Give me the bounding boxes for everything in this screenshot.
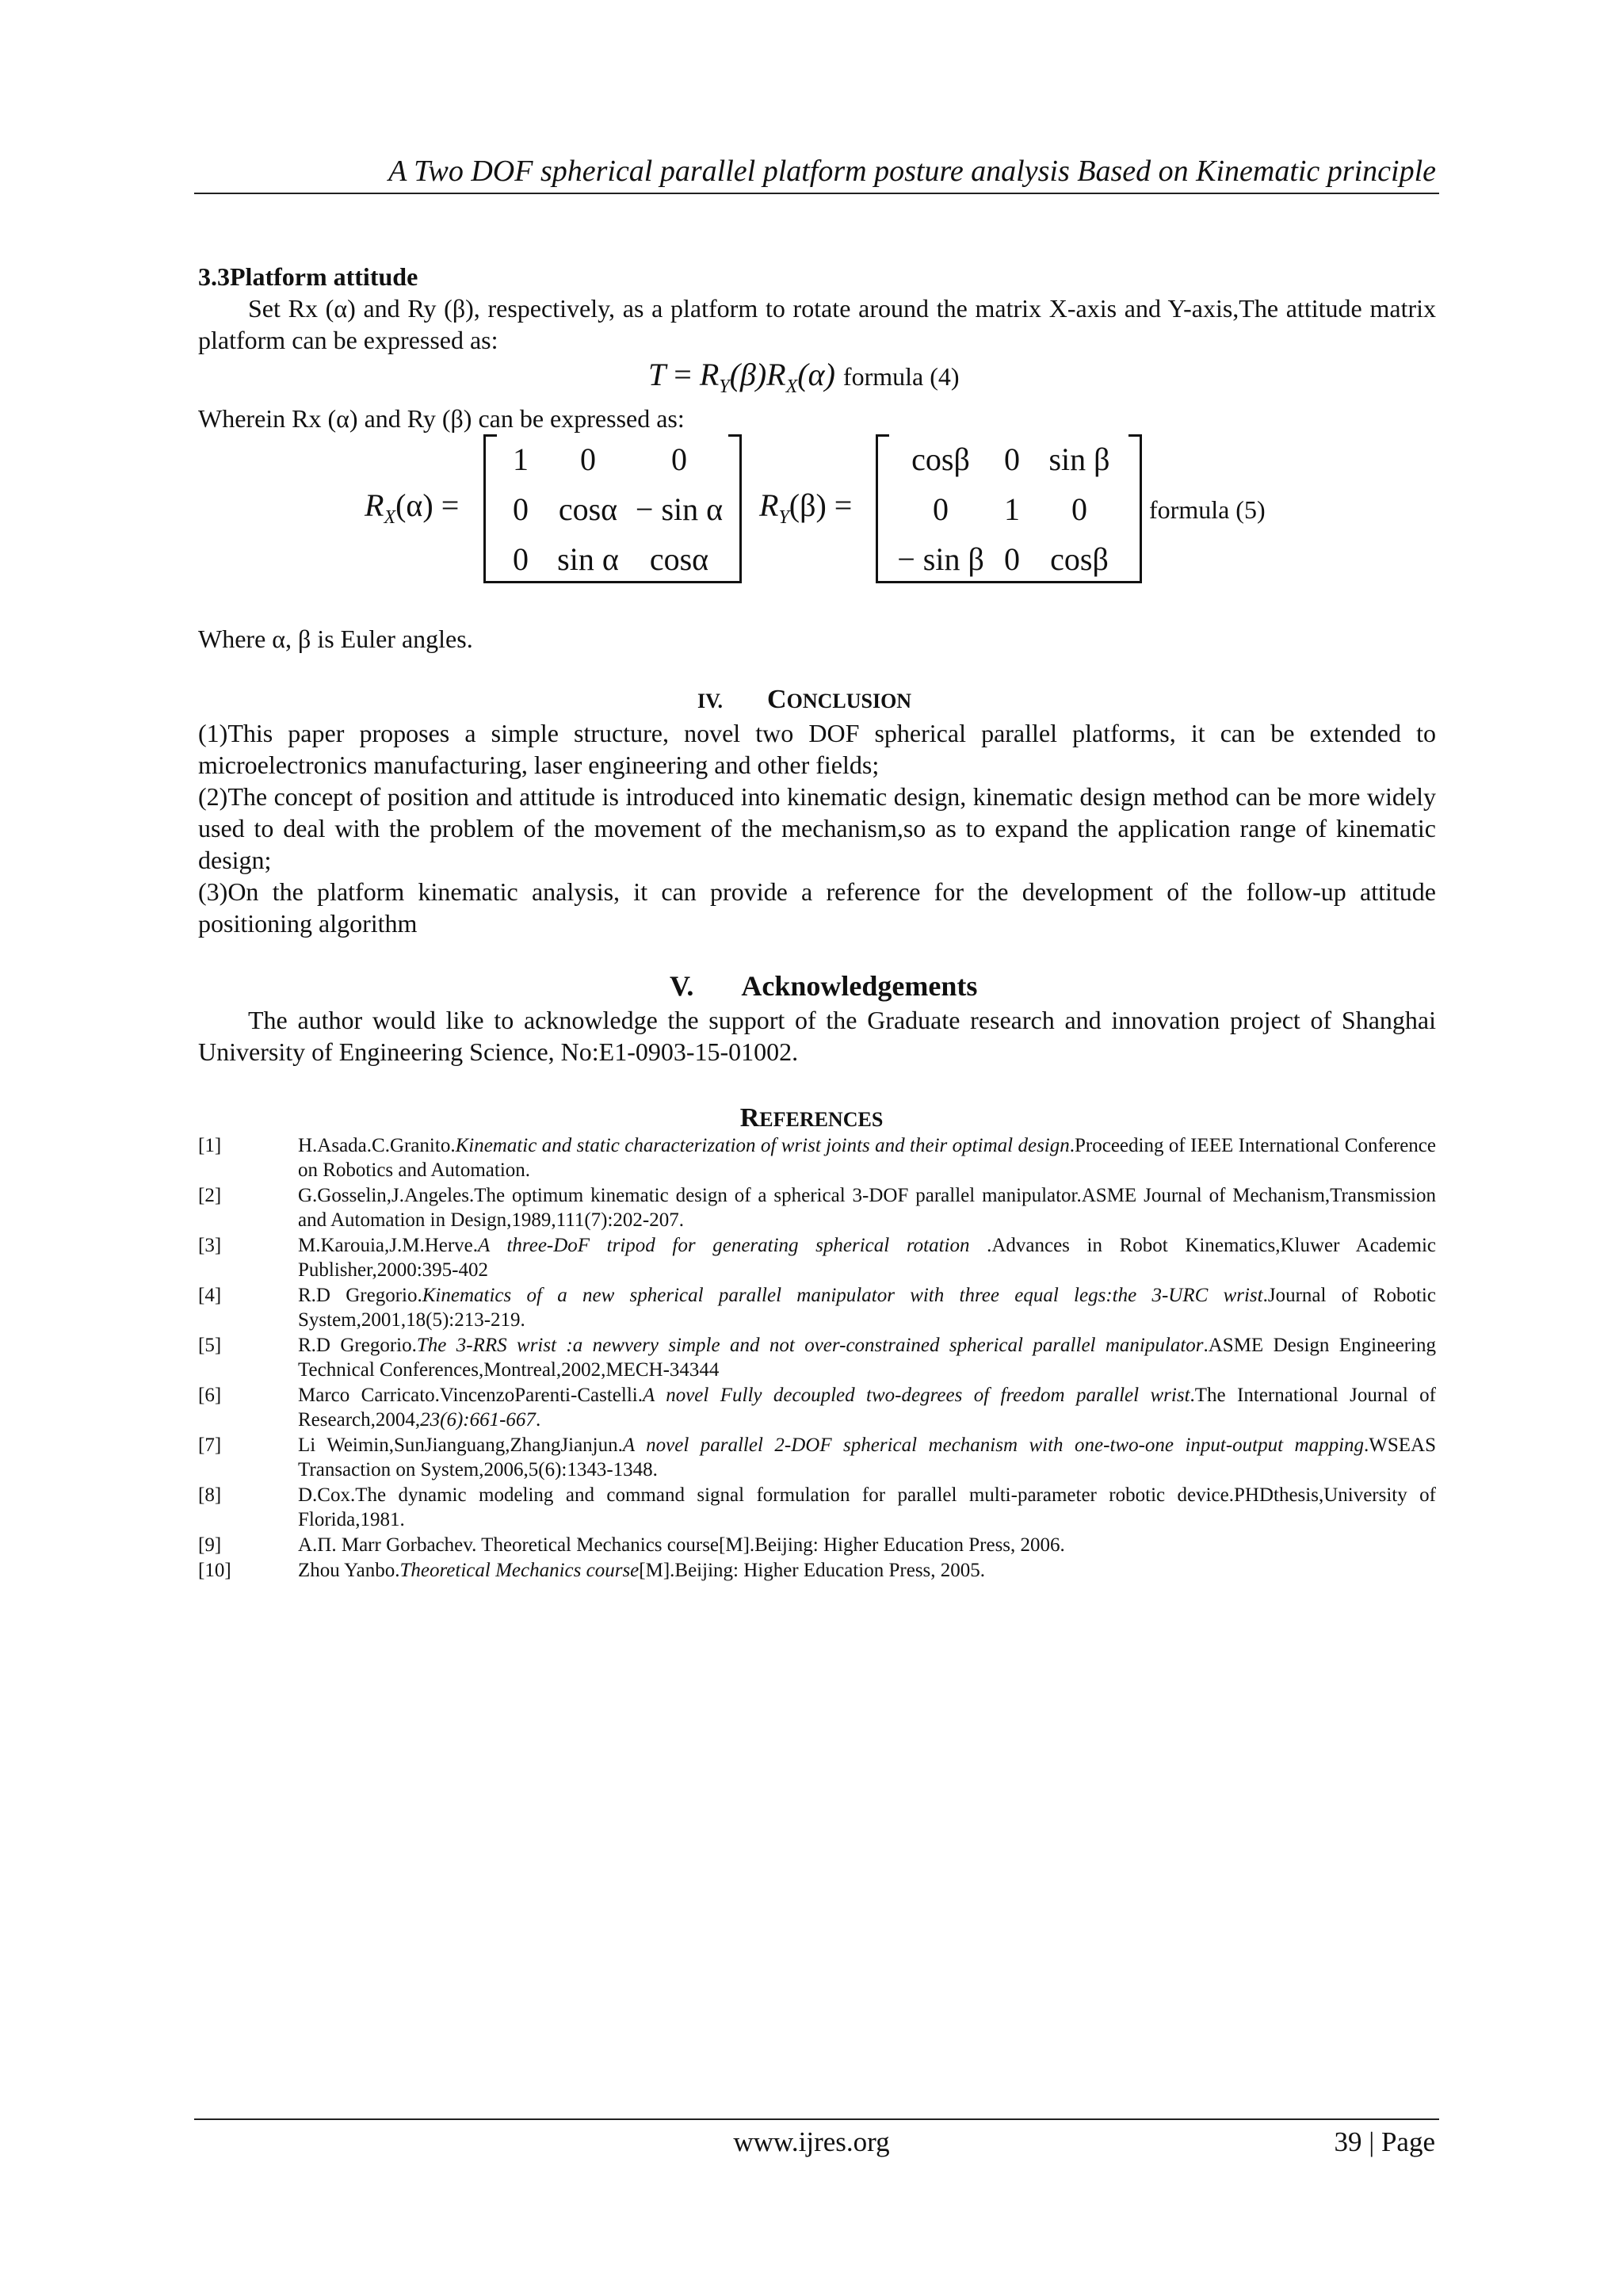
- ack-number: V.: [670, 970, 694, 1002]
- reference-text: [298, 1333, 1436, 1382]
- reference-part: .ASME Design Engineering Technical Conferences,Montreal,2002,MECH-34344: [298, 1335, 1436, 1381]
- formula-4-arg2: (α): [797, 357, 835, 392]
- reference-part: Marco Carricato.VincenzoParenti-Castelli.: [298, 1385, 643, 1406]
- conclusion-point-1: (1)This paper proposes a simple structure, novel two DOF spherical parallel platforms, it can be extended to microelectronics manufacturing, laser engineering and other fields;: [198, 719, 1436, 779]
- matrix-ry-cell: 0: [933, 491, 949, 527]
- reference-part: D.Cox.The dynamic modeling and command signal formulation for parallel multi-parameter robotic device.PHDthesis,University of Florida,1981.: [298, 1484, 1436, 1530]
- reference-item: [198, 1183, 1436, 1232]
- reference-text: [298, 1383, 1436, 1432]
- references-title-initial: R: [739, 1103, 760, 1133]
- reference-part: .Proceeding of IEEE International Conference on Robotics and Automation.: [298, 1135, 1436, 1181]
- formula-4-arg1: (β): [729, 357, 767, 392]
- formula-4-T: T: [648, 357, 666, 392]
- section-heading-conclusion: [697, 685, 911, 715]
- matrix-rx-row-1: [497, 434, 728, 483]
- reference-item: [198, 1533, 1436, 1557]
- formula-5-ry-symbol: R: [759, 487, 779, 523]
- reference-title: Theoretical Mechanics course: [399, 1560, 640, 1581]
- reference-part: .: [535, 1409, 541, 1431]
- footer-url: www.ijres.org: [733, 2126, 890, 2157]
- formula-5-lhs-rx: [365, 487, 459, 529]
- reference-item: [198, 1433, 1436, 1482]
- formula-5-rx-symbol: R: [365, 487, 384, 523]
- reference-part: Li Weimin,SunJianguang,ZhangJianjun.: [298, 1435, 623, 1456]
- matrix-ry-row-3: [889, 534, 1128, 583]
- reference-part: R.D Gregorio.: [298, 1335, 417, 1356]
- formula-5-rx-arg: (α) =: [395, 487, 460, 523]
- matrix-rx-row-2: [497, 484, 728, 533]
- conclusion-title-initial: C: [767, 685, 787, 714]
- formula-5-ry-sub: Y: [778, 507, 789, 528]
- formula-5-ry-arg: (β) =: [789, 487, 853, 523]
- paragraph-euler-angles: Where α, β is Euler angles.: [198, 625, 473, 653]
- matrix-rx-cell: 0: [513, 541, 529, 577]
- matrix-ry-cell: 0: [1004, 441, 1020, 477]
- reference-number: [6]: [198, 1385, 222, 1406]
- reference-title: The 3-RRS wrist :a newvery simple and not over-constrained spherical parallel manipulator: [416, 1335, 1204, 1356]
- header-rule: [194, 193, 1439, 194]
- references-title-rest: EFERENCES: [759, 1108, 884, 1131]
- matrix-ry-cell: 1: [1004, 491, 1020, 527]
- matrix-ry-row-2: [889, 484, 1128, 533]
- reference-part: R.D Gregorio.: [298, 1285, 422, 1306]
- reference-text: [298, 1183, 1436, 1232]
- reference-part: M.Karouia,J.M.Herve.: [298, 1235, 479, 1256]
- reference-part: .Journal of Robotic System,2001,18(5):213-219.: [298, 1285, 1436, 1331]
- reference-volume: 23(6):661-667: [420, 1409, 536, 1431]
- reference-item: [198, 1333, 1436, 1382]
- section-heading-platform-attitude: 3.3Platform attitude: [198, 262, 418, 291]
- reference-number: [2]: [198, 1185, 222, 1206]
- matrix-ry-cell: 0: [1004, 541, 1020, 577]
- matrix-ry: [876, 434, 1142, 583]
- reference-part: .WSEAS Transaction on System,2006,5(6):1343-1348.: [298, 1435, 1437, 1480]
- reference-text: [298, 1233, 1436, 1282]
- matrix-rx-cell: sin α: [557, 541, 619, 577]
- conclusion-number: IV.: [697, 690, 724, 712]
- matrix-ry-cell: sin β: [1048, 441, 1110, 477]
- reference-text: [298, 1533, 1436, 1557]
- reference-part: [M].Beijing: Higher Education Press, 2005.: [639, 1560, 986, 1581]
- reference-title: A novel Fully decoupled two-degrees of freedom parallel wrist: [642, 1385, 1190, 1406]
- reference-number: [10]: [198, 1560, 231, 1581]
- references-heading: [0, 1103, 1623, 1133]
- formula-4-R1: R: [699, 357, 720, 392]
- footer-rule: [194, 2118, 1439, 2120]
- reference-number: [4]: [198, 1285, 222, 1306]
- formula-5-rx-sub: X: [384, 507, 396, 528]
- conclusion-point-3: (3)On the platform kinematic analysis, it can provide a reference for the development of the follow-up attitude positioning algorithm: [198, 877, 1436, 938]
- acknowledgements-text: The author would like to acknowledge the support of the Graduate research and innovation project of Shanghai University of Engineering Science, No:E1-0903-15-01002.: [198, 1006, 1436, 1066]
- matrix-rx: [483, 434, 742, 583]
- matrix-rx-cell: 0: [513, 491, 529, 527]
- reference-number: [7]: [198, 1435, 222, 1456]
- reference-part: H.Asada.C.Granito.: [298, 1135, 456, 1156]
- formula-4-equals: =: [666, 357, 700, 392]
- matrix-rx-cell: 1: [513, 441, 529, 477]
- matrix-ry-cell: − sin β: [897, 541, 984, 577]
- reference-part: А.П. Marr Gorbachev. Theoretical Mechanics course[M].Beijing: Higher Education Press, 2006.: [298, 1534, 1065, 1556]
- section-heading-acknowledgements: [670, 969, 977, 1003]
- reference-part: G.Gosselin,J.Angeles.The optimum kinematic design of a spherical 3-DOF parallel manipulator.ASME Journal of Mechanism,Transmission and Automation in Design,1989,111(7):202-207.: [298, 1185, 1436, 1231]
- formula-4-sub1: Y: [719, 376, 730, 397]
- formula-4-label: formula (4): [842, 362, 960, 391]
- reference-list: [198, 1133, 1436, 1584]
- reference-number: [9]: [198, 1534, 222, 1556]
- matrix-ry-cell: cosβ: [1050, 541, 1109, 577]
- formula-5: [365, 434, 1316, 585]
- reference-item: [198, 1283, 1436, 1332]
- matrix-ry-cell: cosβ: [911, 441, 970, 477]
- reference-title: Kinematic and static characterization of wrist joints and their optimal design: [455, 1135, 1070, 1156]
- formula-5-lhs-ry: [759, 487, 852, 529]
- reference-number: [3]: [198, 1235, 222, 1256]
- formula-5-label: formula (5): [1149, 495, 1266, 524]
- reference-item: [198, 1233, 1436, 1282]
- reference-text: [298, 1283, 1436, 1332]
- matrix-rx-cell: 0: [580, 441, 596, 477]
- reference-item: [198, 1383, 1436, 1432]
- matrix-ry-cell: 0: [1071, 491, 1087, 527]
- formula-4-sub2: X: [785, 376, 798, 397]
- reference-number: [1]: [198, 1135, 222, 1156]
- running-title: A Two DOF spherical parallel platform posture analysis Based on Kinematic principle: [388, 155, 1436, 188]
- reference-item: [198, 1483, 1436, 1532]
- footer-page-number: 39 | Page: [1334, 2126, 1435, 2157]
- reference-item: [198, 1133, 1436, 1182]
- paragraph-wherein: Wherein Rx (α) and Ry (β) can be expressed as:: [198, 404, 685, 433]
- reference-text: [298, 1433, 1436, 1482]
- matrix-rx-cell: cosα: [649, 541, 709, 577]
- reference-number: [5]: [198, 1335, 222, 1356]
- matrix-rx-cell: 0: [671, 441, 687, 477]
- formula-4: [648, 354, 960, 407]
- reference-part: .The International Journal of Research,2004,: [298, 1385, 1436, 1431]
- reference-title: A three-DoF tripod for generating spherical rotation: [478, 1235, 970, 1256]
- reference-part: Zhou Yanbo.: [298, 1560, 400, 1581]
- reference-text: [298, 1558, 1436, 1583]
- reference-title: Kinematics of a new spherical parallel manipulator with three equal legs:the 3-URC wrist: [422, 1285, 1263, 1306]
- formula-4-R2: R: [766, 357, 786, 392]
- matrix-rx-row-3: [497, 534, 728, 583]
- conclusion-title-rest: ONCLUSION: [786, 690, 912, 712]
- reference-text: [298, 1483, 1436, 1532]
- reference-title: A novel parallel 2-DOF spherical mechanism with one-two-one input-output mapping: [622, 1435, 1365, 1456]
- matrix-rx-cell: − sin α: [635, 491, 724, 527]
- matrix-ry-row-1: [889, 434, 1128, 483]
- reference-item: [198, 1558, 1436, 1583]
- paragraph-attitude-intro: Set Rx (α) and Ry (β), respectively, as a platform to rotate around the matrix X-axis and Y-axis,The attitude matrix platform can be expressed as:: [198, 294, 1436, 354]
- conclusion-point-2: (2)The concept of position and attitude is introduced into kinematic design, kinematic design method can be more widely used to deal with the problem of the movement of the mechanism,so as to expand the application range of kinematic design;: [198, 782, 1436, 874]
- matrix-rx-cell: cosα: [558, 491, 618, 527]
- reference-text: [298, 1133, 1436, 1182]
- reference-number: [8]: [198, 1484, 222, 1506]
- reference-part: .Advances in Robot Kinematics,Kluwer Academic Publisher,2000:395-402: [298, 1235, 1436, 1281]
- ack-title: Acknowledgements: [741, 970, 978, 1002]
